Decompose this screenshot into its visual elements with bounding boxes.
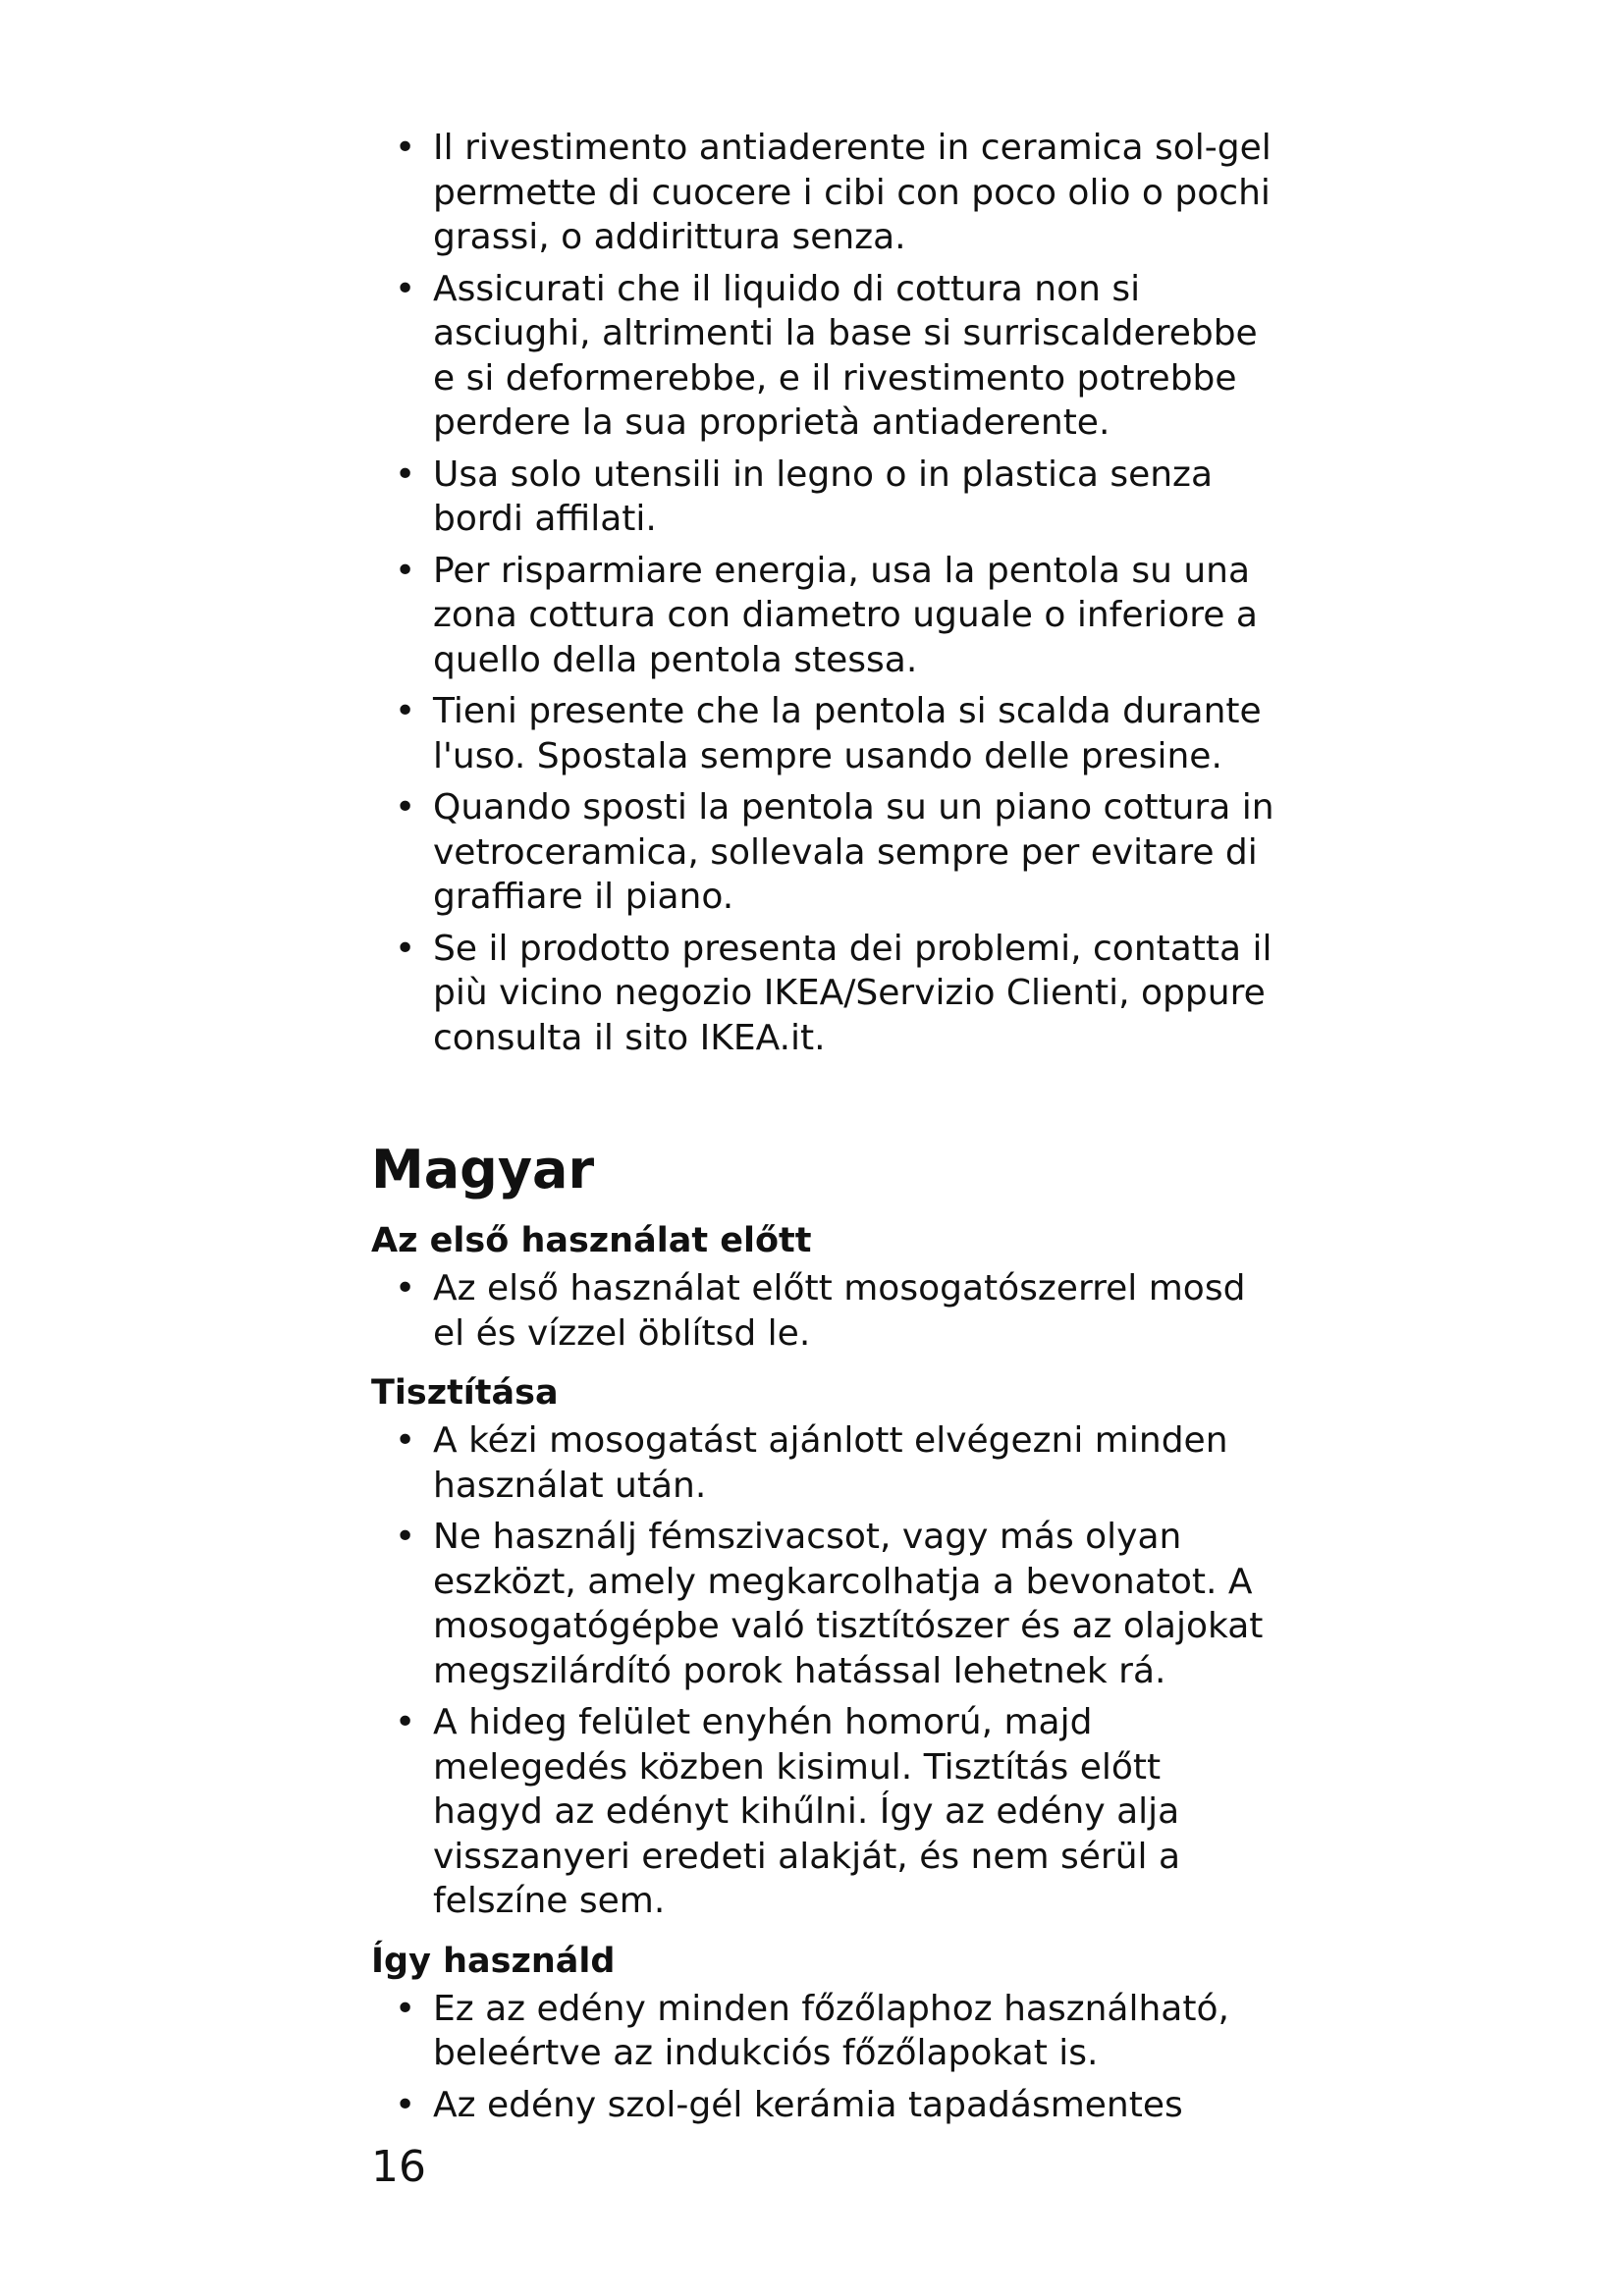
list-item-text: Se il prodotto presenta dei problemi, contatta il più vicino negozio IKEA/Servizio Clienti, oppure consulta il sito IKEA.it. [433, 928, 1272, 1058]
list-item [371, 1700, 1274, 1924]
list-item [371, 927, 1274, 1061]
list-item [371, 785, 1274, 920]
cleaning-bullet-list [371, 1418, 1274, 1924]
subheading-usage: Így használd [371, 1941, 616, 1981]
page-content [371, 126, 1274, 2134]
bullet-icon: • [395, 1702, 416, 1742]
bullet-icon: • [395, 928, 416, 969]
list-item [371, 126, 1274, 260]
list-item-text: Per risparmiare energia, usa la pentola su una zona cottura con diametro uguale o inferiore a quello della pentola stessa. [433, 550, 1258, 680]
bullet-icon: • [395, 691, 416, 731]
first-use-bullet-list [371, 1266, 1274, 1356]
list-item-text: Az edény szol-gél kerámia tapadásmentes [433, 2084, 1183, 2125]
list-item [371, 1418, 1274, 1508]
bullet-icon: • [395, 1268, 416, 1308]
list-item [371, 2083, 1274, 2128]
bullet-icon: • [395, 1988, 416, 2029]
list-item-text: Assicurati che il liquido di cottura non si asciughi, altrimenti la base si surriscalderebbe e si deformerebbe, e il rivestimento potrebbe perdere la sua proprietà antiaderente. [433, 268, 1258, 443]
list-item-text: Quando sposti la pentola su un piano cottura in vetroceramica, sollevala sempre per evitare di graffiare il piano. [433, 787, 1274, 917]
bullet-icon: • [395, 268, 416, 309]
bullet-icon: • [395, 1517, 416, 1557]
list-item-text: Usa solo utensili in legno o in plastica senza bordi affilati. [433, 454, 1214, 539]
bullet-icon: • [395, 2084, 416, 2125]
list-item [371, 1515, 1274, 1693]
list-item [371, 1266, 1274, 1356]
section-title-magyar: Magyar [371, 1139, 595, 1201]
bullet-icon: • [395, 454, 416, 495]
bullet-icon: • [395, 1420, 416, 1461]
bullet-icon: • [395, 128, 416, 168]
list-item-text: Az első használat előtt mosogatószerrel mosd el és vízzel öblítsd le. [433, 1268, 1246, 1354]
page-number: 16 [371, 2142, 426, 2192]
list-item [371, 267, 1274, 446]
usage-bullet-list [371, 1987, 1274, 2128]
list-item [371, 549, 1274, 683]
bullet-icon: • [395, 787, 416, 828]
list-item-text: Ez az edény minden főzőlaphoz használható, beleértve az indukciós főzőlapokat is. [433, 1988, 1229, 2073]
bullet-icon: • [395, 550, 416, 591]
subheading-first-use: Az első használat előtt [371, 1221, 812, 1260]
list-item [371, 1987, 1274, 2076]
subheading-cleaning: Tisztítása [371, 1373, 559, 1413]
list-item-text: Il rivestimento antiaderente in ceramica sol-gel permette di cuocere i cibi con poco olio o pochi grassi, o addirittura senza. [433, 128, 1272, 257]
list-item [371, 689, 1274, 778]
list-item [371, 453, 1274, 542]
list-item-text: Tieni presente che la pentola si scalda durante l'uso. Spostala sempre usando delle presine. [433, 691, 1262, 776]
italian-bullet-list [371, 126, 1274, 1060]
list-item-text: Ne használj fémszivacsot, vagy más olyan eszközt, amely megkarcolhatja a bevonatot. A mosogatógépbe való tisztítószer és az olajokat megszilárdító porok hatással lehetnek rá. [433, 1517, 1264, 1691]
list-item-text: A hideg felület enyhén homorú, majd melegedés közben kisimul. Tisztítás előtt hagyd az edényt kihűlni. Így az edény alja visszanyeri eredeti alakját, és nem sérül a felszíne sem. [433, 1702, 1181, 1921]
list-item-text: A kézi mosogatást ajánlott elvégezni minden használat után. [433, 1420, 1228, 1506]
